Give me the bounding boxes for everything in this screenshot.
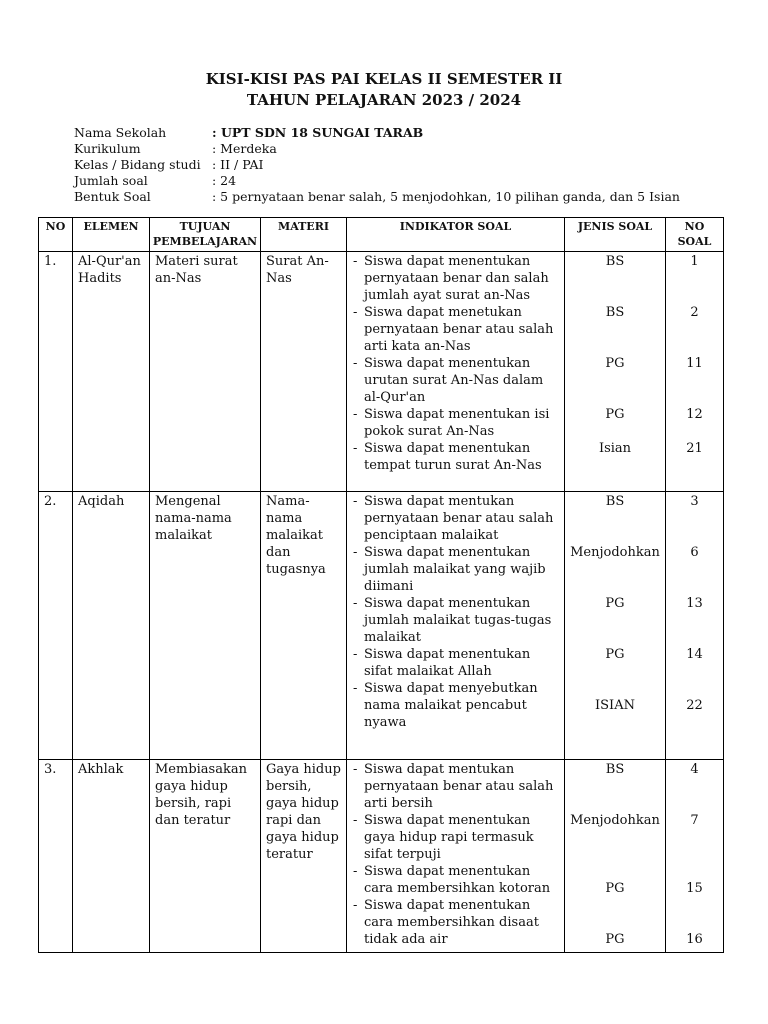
header-tujuan: TUJUAN PEMBELAJARAN	[150, 218, 261, 252]
nomor-soal-value: 21	[686, 441, 703, 456]
info-label: Jumlah soal	[74, 173, 148, 188]
jenis-soal-value: BS	[605, 494, 625, 509]
info-label: Nama Sekolah	[74, 125, 167, 140]
jenis-soal-value: ISIAN	[595, 698, 635, 713]
cell-indikator	[347, 252, 565, 492]
table-header-row	[39, 218, 724, 252]
header-jenis: JENIS SOAL	[565, 218, 666, 252]
indikator-list	[352, 493, 559, 731]
jenis-soal-value: PG	[605, 932, 625, 947]
indikator-item: - Siswa dapat menyebutkan nama malaikat pencabut nyawa	[352, 680, 559, 731]
cell-jenis	[565, 252, 666, 492]
jenis-soal-value: Isian	[598, 441, 632, 456]
nomor-soal-value: 1	[690, 254, 699, 269]
cell-materi: Surat An-Nas	[261, 252, 347, 492]
info-block	[74, 125, 680, 205]
cell-tujuan: Mengenal nama-nama malaikat	[150, 492, 261, 760]
jenis-soal-value: PG	[605, 356, 625, 371]
indikator-item: - Siswa dapat menentukan pernyataan benar dan salah jumlah ayat surat an-Nas	[352, 253, 559, 304]
info-label: Bentuk Soal	[74, 189, 151, 204]
info-label: Kelas / Bidang studi	[74, 157, 201, 172]
info-value: : UPT SDN 18 SUNGAI TARAB	[212, 125, 424, 140]
indikator-item: - Siswa dapat menentukan urutan surat An-Nas dalam al-Qur'an	[352, 355, 559, 406]
table-row	[39, 492, 724, 760]
indikator-list	[352, 761, 559, 948]
nomor-soal-value: 2	[690, 305, 699, 320]
cell-elemen: Al-Qur'an Hadits	[73, 252, 150, 492]
document-subtitle: TAHUN PELAJARAN 2023 / 2024	[246, 91, 522, 109]
cell-no: 3.	[39, 760, 73, 953]
indikator-list	[352, 253, 559, 474]
cell-elemen: Aqidah	[73, 492, 150, 760]
info-value: : 24	[212, 173, 237, 188]
jenis-soal-value: PG	[605, 596, 625, 611]
header-elemen: ELEMEN	[73, 218, 150, 252]
jenis-soal-value: BS	[605, 762, 625, 777]
nomor-soal-value: 7	[690, 813, 699, 828]
info-label: Kurikulum	[74, 141, 141, 156]
jenis-soal-value: Menjodohkan	[570, 545, 660, 560]
document-title: KISI-KISI PAS PAI KELAS II SEMESTER II	[205, 70, 563, 88]
cell-tujuan: Materi surat an-Nas	[150, 252, 261, 492]
jenis-soal-value: PG	[605, 647, 625, 662]
cell-no: 2.	[39, 492, 73, 760]
table-row	[39, 760, 724, 953]
table-row	[39, 252, 724, 492]
header-no: NO	[39, 218, 73, 252]
nomor-soal-value: 4	[690, 762, 699, 777]
nomor-soal-value: 6	[690, 545, 699, 560]
jenis-soal-value: PG	[605, 881, 625, 896]
cell-nosoal	[666, 760, 724, 953]
indikator-item: - Siswa dapat mentukan pernyataan benar atau salah penciptaan malaikat	[352, 493, 559, 544]
indikator-item: - Siswa dapat menentukan tempat turun surat An-Nas	[352, 440, 559, 474]
cell-tujuan: Membiasakan gaya hidup bersih, rapi dan teratur	[150, 760, 261, 953]
info-row-curriculum	[74, 141, 680, 157]
cell-no: 1.	[39, 252, 73, 492]
nomor-soal-value: 12	[686, 407, 703, 422]
jenis-soal-value: BS	[605, 254, 625, 269]
info-row-format	[74, 189, 680, 205]
indikator-item: - Siswa dapat menentukan isi pokok surat An-Nas	[352, 406, 559, 440]
cell-nosoal	[666, 252, 724, 492]
cell-elemen: Akhlak	[73, 760, 150, 953]
nomor-soal-value: 22	[686, 698, 703, 713]
header-no-soal: NO SOAL	[666, 218, 724, 252]
indikator-item: - Siswa dapat menentukan cara membersihkan disaat tidak ada air	[352, 897, 559, 948]
indikator-item: - Siswa dapat mentukan pernyataan benar atau salah arti bersih	[352, 761, 559, 812]
kisi-kisi-table	[38, 217, 724, 953]
indikator-item: - Siswa dapat menentukan jumlah malaikat tugas-tugas malaikat	[352, 595, 559, 646]
jenis-soal-value: Menjodohkan	[570, 813, 660, 828]
cell-jenis	[565, 492, 666, 760]
header-materi: MATERI	[261, 218, 347, 252]
nomor-soal-value: 15	[686, 881, 703, 896]
info-row-count	[74, 173, 680, 189]
info-value: : II / PAI	[212, 157, 264, 172]
nomor-soal-value: 3	[690, 494, 699, 509]
indikator-item: - Siswa dapat menentukan sifat malaikat Allah	[352, 646, 559, 680]
nomor-soal-value: 14	[686, 647, 703, 662]
header-indikator: INDIKATOR SOAL	[347, 218, 565, 252]
nomor-soal-value: 16	[686, 932, 703, 947]
info-row-class	[74, 157, 680, 173]
cell-jenis	[565, 760, 666, 953]
indikator-item: - Siswa dapat menentukan cara membersihkan kotoran	[352, 863, 559, 897]
cell-nosoal	[666, 492, 724, 760]
jenis-soal-value: PG	[605, 407, 625, 422]
nomor-soal-value: 11	[686, 356, 703, 371]
info-value: : 5 pernyataan benar salah, 5 menjodohkan, 10 pilihan ganda, dan 5 Isian	[212, 189, 680, 204]
cell-materi: Gaya hidup bersih, gaya hidup rapi dan gaya hidup teratur	[261, 760, 347, 953]
indikator-item: - Siswa dapat menentukan jumlah malaikat yang wajib diimani	[352, 544, 559, 595]
nomor-soal-value: 13	[686, 596, 703, 611]
cell-materi: Nama-nama malaikat dan tugasnya	[261, 492, 347, 760]
indikator-item: - Siswa dapat menentukan gaya hidup rapi termasuk sifat terpuji	[352, 812, 559, 863]
cell-indikator	[347, 760, 565, 953]
cell-indikator	[347, 492, 565, 760]
jenis-soal-value: BS	[605, 305, 625, 320]
info-row-school	[74, 125, 680, 141]
indikator-item: - Siswa dapat menetukan pernyataan benar atau salah arti kata an-Nas	[352, 304, 559, 355]
info-value: : Merdeka	[212, 141, 277, 156]
